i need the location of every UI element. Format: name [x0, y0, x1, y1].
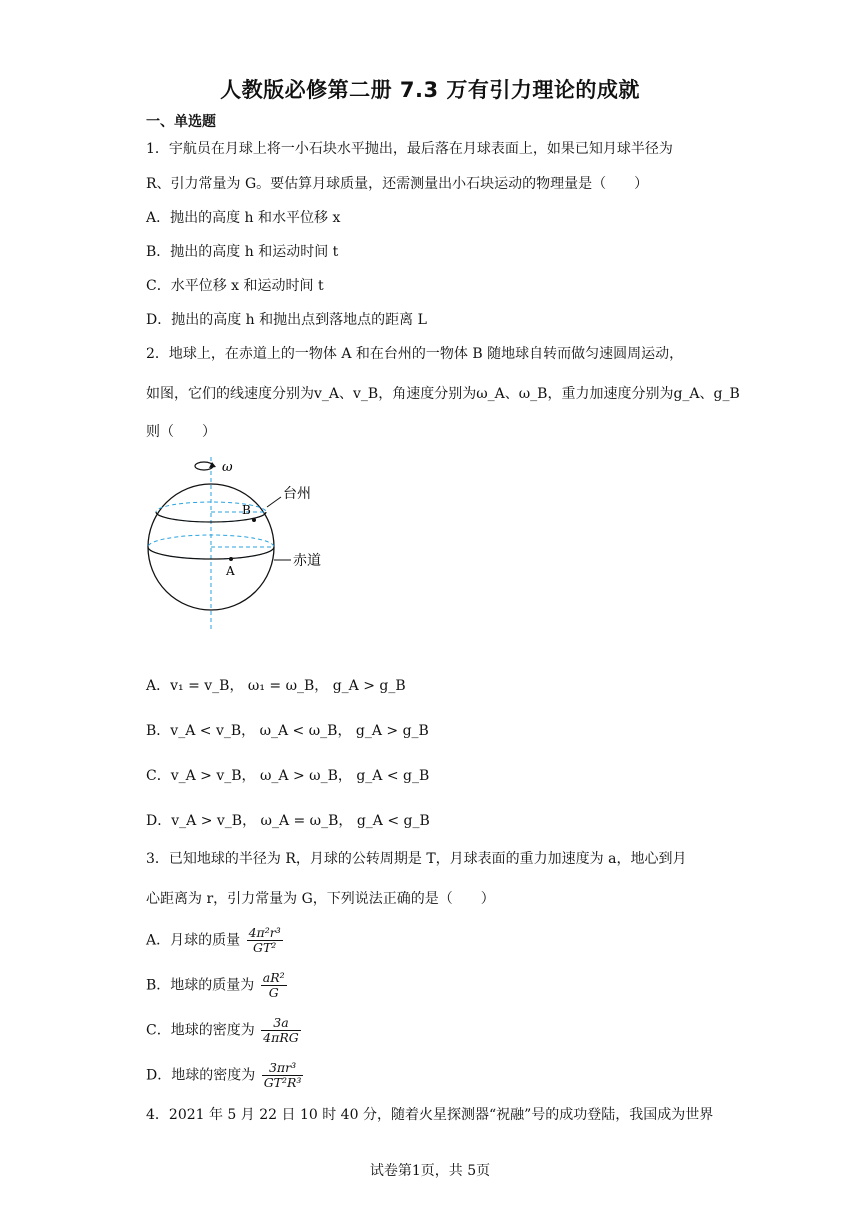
- q1-option-b: B．抛出的高度 h 和运动时间 t: [146, 244, 339, 260]
- q3-stem-line2: 心距离为 r，引力常量为 G，下列说法正确的是（ ）: [146, 891, 495, 907]
- q3-option-a: [146, 926, 285, 955]
- q2-stem-line3: 则（ ）: [146, 424, 216, 440]
- page-footer: 试卷第1页，共 5页: [369, 1163, 491, 1179]
- q1-stem-line1: 1．宇航员在月球上将一小石块水平抛出，最后落在月球表面上，如果已知月球半径为: [146, 141, 673, 157]
- q2-stem-line1: 2．地球上，在赤道上的一物体 A 和在台州的一物体 B 随地球自转而做匀速圆周运动，: [146, 346, 684, 362]
- q1-option-d: D．抛出的高度 h 和抛出点到落地点的距离 L: [146, 312, 427, 328]
- q1-stem-line2: R、引力常量为 G。要估算月球质量，还需测量出小石块运动的物理量是（ ）: [146, 176, 649, 192]
- q3-option-c-text: C．地球的密度为: [146, 1022, 255, 1039]
- q2-option-d: D．v_A > v_B， ω_A = ω_B， g_A < g_B: [146, 813, 430, 829]
- point-a-label: A: [226, 564, 235, 578]
- q1-option-c: C．水平位移 x 和运动时间 t: [146, 278, 324, 294]
- page-title: 人教版必修第二册 7.3 万有引力理论的成就: [220, 78, 640, 102]
- q3-option-b: [146, 971, 289, 1000]
- q3-option-b-denominator: G: [268, 985, 279, 1000]
- q2-option-c: C．v_A > v_B， ω_A > ω_B， g_A < g_B: [146, 768, 430, 784]
- earth-rotation-diagram: [146, 452, 346, 632]
- q2-option-b: B．v_A < v_B， ω_A < ω_B， g_A > g_B: [146, 723, 429, 739]
- equator-label: 赤道: [293, 553, 321, 569]
- q3-option-b-text: B．地球的质量为: [146, 977, 255, 994]
- q3-option-c-fraction: [261, 1016, 301, 1045]
- q3-stem-line1: 3．已知地球的半径为 R，月球的公转周期是 T，月球表面的重力加速度为 a，地心到月: [146, 851, 687, 867]
- q3-option-a-text: A．月球的质量: [146, 932, 241, 949]
- q3-option-d-fraction: [262, 1061, 304, 1090]
- section-heading: 一、单选题: [146, 114, 216, 130]
- point-b-label: B: [242, 503, 251, 517]
- q4-stem-line1: 4．2021 年 5 月 22 日 10 时 40 分，随着火星探测器“祝融”号的成功登陆，我国成为世界: [146, 1107, 714, 1123]
- q3-option-b-numerator: aR²: [262, 970, 285, 985]
- q3-option-d-text: D．地球的密度为: [146, 1067, 256, 1084]
- q3-option-a-denominator: GT²: [252, 940, 277, 955]
- q2-option-a: A．v₁ = v_B， ω₁ = ω_B， g_A > g_B: [146, 678, 406, 694]
- q2-stem-line2: 如图，它们的线速度分别为v_A、v_B，角速度分别为ω_A、ω_B，重力加速度分别为g_A、g_B: [146, 386, 740, 402]
- q3-option-c: [146, 1016, 303, 1045]
- q3-option-a-numerator: 4π²r³: [248, 925, 281, 940]
- taizhou-label: 台州: [283, 486, 311, 502]
- q3-option-c-numerator: 3a: [261, 1016, 301, 1031]
- q3-option-d-denominator: GT²R³: [263, 1075, 302, 1090]
- q3-option-c-denominator: 4πRG: [263, 1030, 299, 1045]
- q3-option-b-fraction: [261, 971, 287, 1000]
- q3-option-a-fraction: [247, 926, 283, 955]
- omega-label: ω: [222, 460, 233, 475]
- q1-option-a: A．抛出的高度 h 和水平位移 x: [146, 210, 341, 226]
- q3-option-d: [146, 1061, 305, 1090]
- q3-option-d-numerator: 3πr³: [262, 1061, 304, 1076]
